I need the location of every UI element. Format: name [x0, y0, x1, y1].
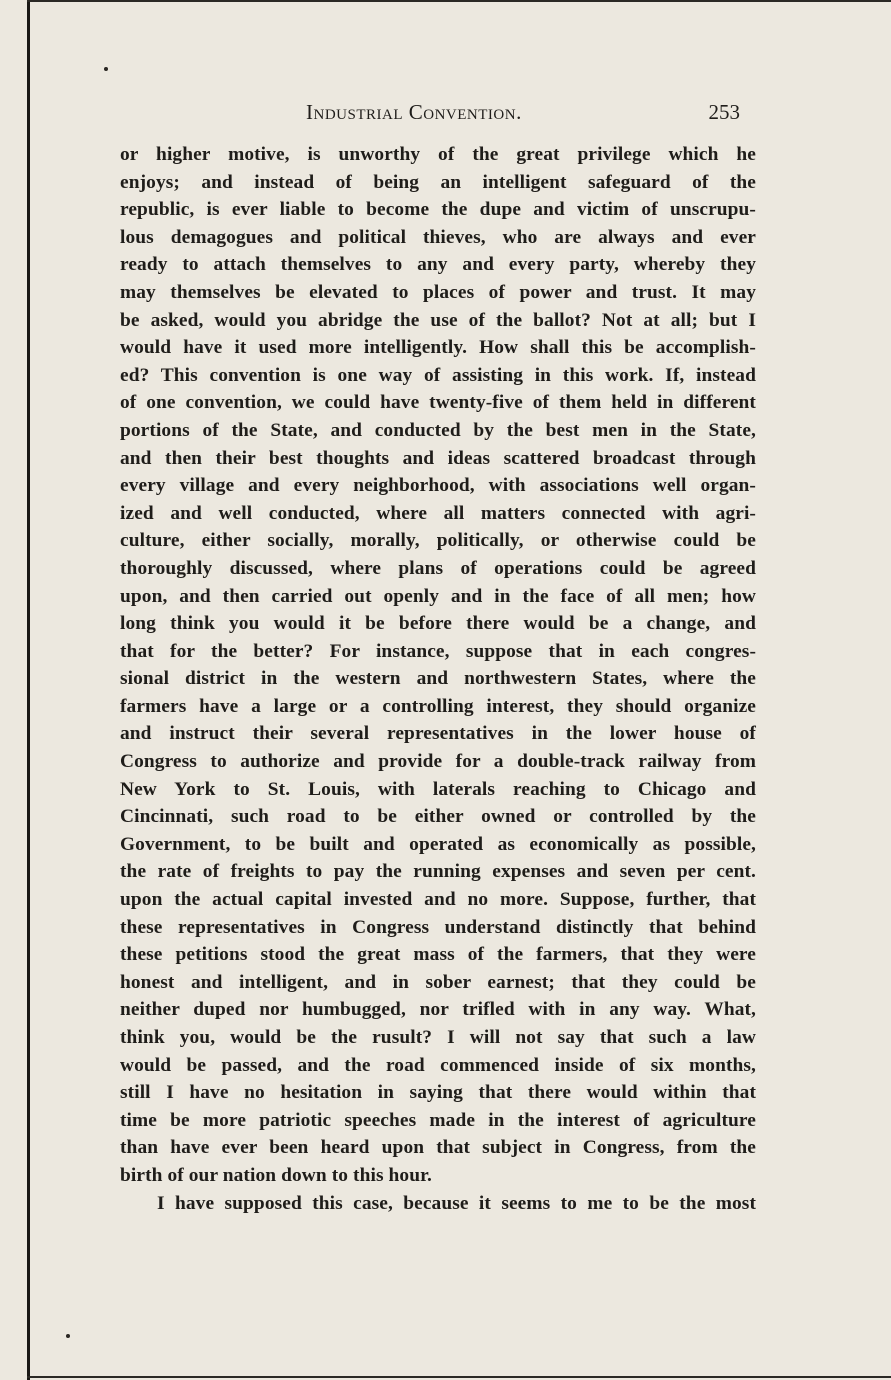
text-line: would be passed, and the road commenced inside of six months,	[120, 1054, 756, 1076]
paragraph-end-line: birth of our nation down to this hour.	[120, 1164, 432, 1186]
print-speck	[104, 67, 108, 71]
text-line: think you, would be the rusult? I will not say that such a law	[120, 1027, 756, 1048]
text-line: may themselves be elevated to places of power and trust. It may	[120, 281, 756, 303]
text-line: ed? This convention is one way of assisting in this work. If, instead	[120, 364, 756, 386]
page-left-edge	[27, 0, 30, 1380]
text-line: that for the better? For instance, suppose that in each congres-	[120, 640, 756, 662]
text-line: and instruct their several representatives in the lower house of	[120, 723, 756, 745]
text-line: or higher motive, is unworthy of the great privilege which he	[120, 144, 756, 165]
text-line: Cincinnati, such road to be either owned or controlled by the	[120, 806, 756, 828]
text-line: upon, and then carried out openly and in the face of all men; how	[120, 585, 756, 607]
text-line: ready to attach themselves to any and every party, whereby they	[120, 254, 756, 276]
text-line: New York to St. Louis, with laterals reaching to Chicago and	[120, 778, 756, 800]
text-line: be asked, would you abridge the use of the ballot? Not at all; but I	[120, 309, 756, 331]
text-line: enjoys; and instead of being an intelligent safeguard of the	[120, 171, 756, 193]
text-line: long think you would it be before there would be a change, and	[120, 613, 756, 635]
running-head: Industrial Convention.	[306, 100, 522, 124]
text-line: of one convention, we could have twenty-five of them held in different	[120, 392, 756, 414]
text-line: would have it used more intelligently. How shall this be accomplish-	[120, 337, 756, 359]
text-line: portions of the State, and conducted by the best men in the State,	[120, 419, 756, 441]
text-line: neither duped nor humbugged, nor trifled with in any way. What,	[120, 999, 756, 1021]
page-bottom-edge	[27, 1376, 891, 1378]
text-line: every village and every neighborhood, with associations well organ-	[120, 475, 756, 497]
text-line: honest and intelligent, and in sober earnest; that they could be	[120, 971, 756, 993]
text-line: thoroughly discussed, where plans of operations could be agreed	[120, 557, 756, 579]
paragraph-start-line: I have supposed this case, because it seems to me to be the most	[157, 1192, 756, 1214]
page-top-edge	[27, 0, 891, 2]
text-line: ized and well conducted, where all matters connected with agri-	[120, 502, 756, 524]
text-line: upon the actual capital invested and no more. Suppose, further, that	[120, 889, 756, 911]
text-line: time be more patriotic speeches made in the interest of agriculture	[120, 1109, 756, 1131]
text-line: republic, is ever liable to become the dupe and victim of unscrupu-	[120, 199, 756, 221]
print-speck	[66, 1334, 70, 1338]
text-line: these representatives in Congress understand distinctly that behind	[120, 916, 756, 938]
body-text	[120, 141, 756, 1217]
text-line: and then their best thoughts and ideas scattered broadcast through	[120, 447, 756, 469]
text-line: sional district in the western and northwestern States, where the	[120, 668, 756, 690]
text-line: farmers have a large or a controlling interest, they should organize	[120, 695, 756, 717]
text-line: the rate of freights to pay the running expenses and seven per cent.	[120, 861, 756, 883]
text-line: still I have no hesitation in saying that there would within that	[120, 1082, 756, 1104]
text-line: these petitions stood the great mass of the farmers, that they were	[120, 944, 756, 966]
text-line: than have ever been heard upon that subject in Congress, from the	[120, 1137, 756, 1159]
text-line: Government, to be built and operated as economically as possible,	[120, 833, 756, 855]
page-header	[120, 100, 740, 130]
text-line: lous demagogues and political thieves, who are always and ever	[120, 226, 756, 248]
text-line: Congress to authorize and provide for a double-track railway from	[120, 751, 756, 773]
page-number: 253	[708, 100, 740, 124]
text-line: culture, either socially, morally, politically, or otherwise could be	[120, 530, 756, 552]
